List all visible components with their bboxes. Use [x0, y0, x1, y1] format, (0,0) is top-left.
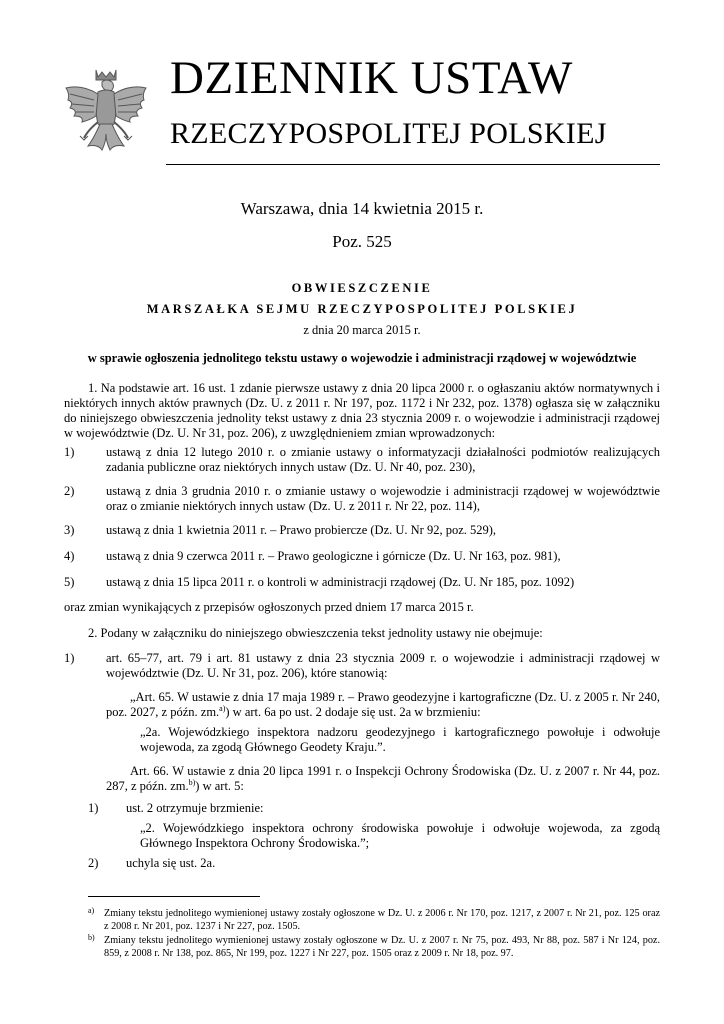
paragraph-2: 2. Podany w załączniku do niniejszego obwieszczenia tekst jednolity ustawy nie obejmuje:	[88, 626, 543, 640]
sub-item: uchyla się ust. 2a.	[126, 856, 216, 870]
header-divider	[166, 164, 660, 165]
footnote-mark: b)	[88, 933, 95, 942]
document-issuer: MARSZAŁKA SEJMU RZECZYPOSPOLITEJ POLSKIEJ	[146, 302, 578, 316]
sub-item-number: 2)	[88, 856, 99, 870]
paragraph-1: 1. Na podstawie art. 16 ust. 1 zdanie pierwsze ustawy z dnia 20 lipca 2000 r. o ogłaszaniu aktów normatywnych i niektórych innych aktów prawnych (Dz. U. z 2011 r. Nr 197, poz. 1172 i Nr 232, poz. 1378) ogłasza się w załączniku do niniejszego obwieszczenia jednolity tekst ustawy z dnia 23 stycznia 2009 r. o wojewodzie i administracji rządowej w województwie (Dz. U. Nr 31, poz. 206), z uwzględnieniem zmian wprowadzonych:	[64, 381, 660, 440]
article-65: „Art. 65. W ustawie z dnia 17 maja 1989 r. – Prawo geodezyjne i kartograficzne (Dz. U. z 2005 r. Nr 240, poz. 2027, z późn. zm.$^{a)}$) w art. 6a po ust. 2 dodaje się ust. 2a w brzmieniu:	[106, 690, 660, 719]
footnote-ref-b: b)	[188, 777, 196, 787]
journal-subtitle: RZECZYPOSPOLITEJ POLSKIEJ	[170, 117, 607, 150]
list-item-number: 4)	[64, 549, 75, 563]
footnote-divider	[88, 896, 260, 897]
list-item: ustawą z dnia 3 grudnia 2010 r. o zmianie ustawy o wojewodzie i administracji rządowej w województwie oraz o zmianie niektórych innych ustaw (Dz. U. z 2011 r. Nr 22, poz. 114),	[106, 484, 660, 513]
document-type: OBWIESZCZENIE	[291, 281, 433, 295]
article-65-quote: „2a. Wojewódzkiego inspektora nadzoru geodezyjnego i kartograficznego powołuje i odwołuje wojewoda, za zgodą Głównego Geodety Kraju.”.	[140, 725, 660, 754]
list-item-number: 5)	[64, 575, 75, 589]
journal-title: DZIENNIK USTAW	[170, 52, 573, 104]
position-number: Poz. 525	[332, 232, 392, 251]
footnote-text: Zmiany tekstu jednolitego wymienionej ustawy zostały ogłoszone w Dz. U. z 2006 r. Nr 170, poz. 1217, z 2007 r. Nr 21, poz. 125 oraz z 2008 r. Nr 201, poz. 1237 i Nr 227, poz. 1505.	[104, 908, 660, 932]
sub-item: ust. 2 otrzymuje brzmienie:	[126, 801, 264, 815]
list-item-number: 2)	[64, 484, 75, 498]
article-66: Art. 66. W ustawie z dnia 20 lipca 1991 r. o Inspekcji Ochrony Środowiska (Dz. U. z 2007 r. Nr 44, poz. 287, z późn. zm.$^{b)}$) w art. 5:	[106, 764, 660, 793]
polish-eagle-emblem-icon	[60, 64, 152, 164]
document-date: z dnia 20 marca 2015 r.	[303, 323, 421, 337]
sub-item-number: 1)	[88, 801, 99, 815]
footnote-mark: a)	[88, 906, 95, 915]
list-item-number: 1)	[64, 445, 75, 459]
document-subject: w sprawie ogłoszenia jednolitego tekstu ustawy o wojewodzie i administracji rządowej w województwie	[87, 351, 637, 365]
footnote-text: Zmiany tekstu jednolitego wymienionej ustawy zostały ogłoszone w Dz. U. z 2007 r. Nr 75, poz. 493, Nr 88, poz. 587 i Nr 124, poz. 859, z 2008 r. Nr 138, poz. 865, Nr 199, poz. 1227 i Nr 227, poz. 1505 oraz z 2009 r. Nr 18, poz. 97.	[104, 935, 660, 959]
list-item: ustawą z dnia 12 lutego 2010 r. o zmianie ustawy o informatyzacji działalności podmiotów realizujących zadania publiczne oraz niektórych innych ustaw (Dz. U. Nr 40, poz. 230),	[106, 445, 660, 474]
publication-date: Warszawa, dnia 14 kwietnia 2015 r.	[240, 199, 484, 218]
list-item: art. 65–77, art. 79 i art. 81 ustawy z dnia 23 stycznia 2009 r. o wojewodzie i administracji rządowej w województwie (Dz. U. Nr 31, poz. 206), które stanowią:	[106, 651, 660, 680]
paragraph-1-end: oraz zmian wynikających z przepisów ogłoszonych przed dniem 17 marca 2015 r.	[64, 600, 474, 614]
list-item: ustawą z dnia 9 czerwca 2011 r. – Prawo geologiczne i górnicze (Dz. U. Nr 163, poz. 981),	[106, 549, 561, 563]
list-item: ustawą z dnia 15 lipca 2011 r. o kontroli w administracji rządowej (Dz. U. Nr 185, poz. 1092)	[106, 575, 575, 589]
sub-item-quote: „2. Wojewódzkiego inspektora ochrony środowiska powołuje i odwołuje wojewoda, za zgodą Głównego Inspektora Ochrony Środowiska.”;	[140, 821, 660, 850]
list-item: ustawą z dnia 1 kwietnia 2011 r. – Prawo probiercze (Dz. U. Nr 92, poz. 529),	[106, 523, 497, 537]
footnote-ref-a: a)	[219, 703, 226, 713]
list-item-number: 1)	[64, 651, 75, 665]
list-item-number: 3)	[64, 523, 75, 537]
